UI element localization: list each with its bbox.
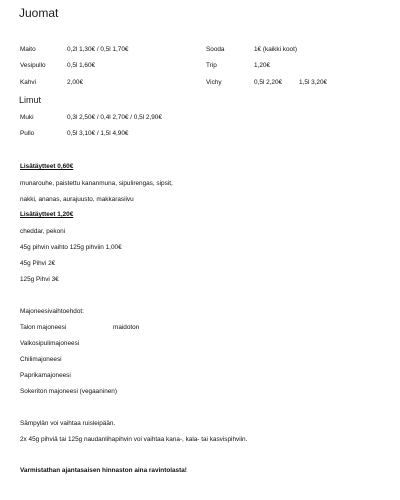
limu-name-pullo: Pullo: [20, 130, 35, 137]
drink-price-vesipullo: 0,5l 1,60€: [67, 62, 96, 69]
drink-name-maito: Maito: [20, 46, 36, 53]
note-pihvivaihto: 2x 45g pihviä tai 125g naudanlihapihvin voi vaihtaa kana-, kala- tai kasvispihviin.: [20, 436, 248, 443]
mayo-item-talon-note: maidoton: [113, 324, 140, 331]
extras-heading-060: Lisätäytteet 0,60€: [20, 163, 74, 170]
drink-name-vesipullo: Vesipullo: [20, 62, 46, 69]
mayo-item-talon: Talon majoneesi: [20, 324, 67, 331]
extras-line-2d: 125g Pihvi 3€: [20, 276, 59, 283]
drink-price-trip: 1,20€: [254, 62, 270, 69]
extras-line-2b: 45g pihvin vaihto 125g pihviin 1,00€: [20, 244, 122, 251]
extras-heading-120: Lisätäytteet 1,20€: [20, 211, 74, 218]
extras-line-1b: nakki, ananas, aurajuusto, makkarasiivu: [20, 196, 134, 203]
limu-price-muki: 0,3l 2,50€ / 0,4l 2,70€ / 0,5l 2,90€: [67, 114, 162, 121]
drink-price-sooda: 1€ (kaikki koot): [254, 46, 297, 53]
extras-line-2a: cheddar, pekoni: [20, 228, 66, 235]
drink-price-kahvi: 2,00€: [67, 79, 83, 86]
mayo-item-valkosipuli: Valkosipulimajoneesi: [20, 340, 80, 347]
mayo-item-paprika: Paprikamajoneesi: [20, 372, 71, 379]
drink-name-trip: Trip: [206, 62, 217, 69]
mayo-item-chili: Chilimajoneesi: [20, 356, 62, 363]
footer-note: Varmistathan ajantasaisen hinnaston aina ravintolasta!: [20, 467, 187, 474]
drink-name-sooda: Sooda: [206, 46, 225, 53]
mayo-heading: Majoneesivaihtoehdot:: [20, 308, 84, 315]
extras-line-1a: munarouhe, paistettu kananmuna, sipulirengas, sipsit,: [20, 180, 173, 187]
drink-name-kahvi: Kahvi: [20, 79, 36, 86]
limu-name-muki: Muki: [20, 114, 34, 121]
limut-title: Limut: [19, 95, 42, 105]
limu-price-pullo: 0,5l 3,10€ / 1,5l 4,90€: [67, 130, 129, 137]
drink-name-vichy: Vichy: [206, 79, 222, 86]
drink-price-vichy-large: 1,5l 3,20€: [299, 79, 328, 86]
extras-line-2c: 45g Pihvi 2€: [20, 260, 56, 267]
juomat-title: Juomat: [19, 6, 59, 20]
note-ruisleipa: Sämpylän voi vaihtaa ruisleipään.: [20, 420, 116, 427]
drink-price-vichy: 0,5l 2,20€: [254, 79, 283, 86]
drink-price-maito: 0,2l 1,30€ / 0,5l 1,70€: [67, 46, 129, 53]
mayo-item-sokeriton: Sokeriton majoneesi (vegaaninen): [20, 388, 117, 395]
